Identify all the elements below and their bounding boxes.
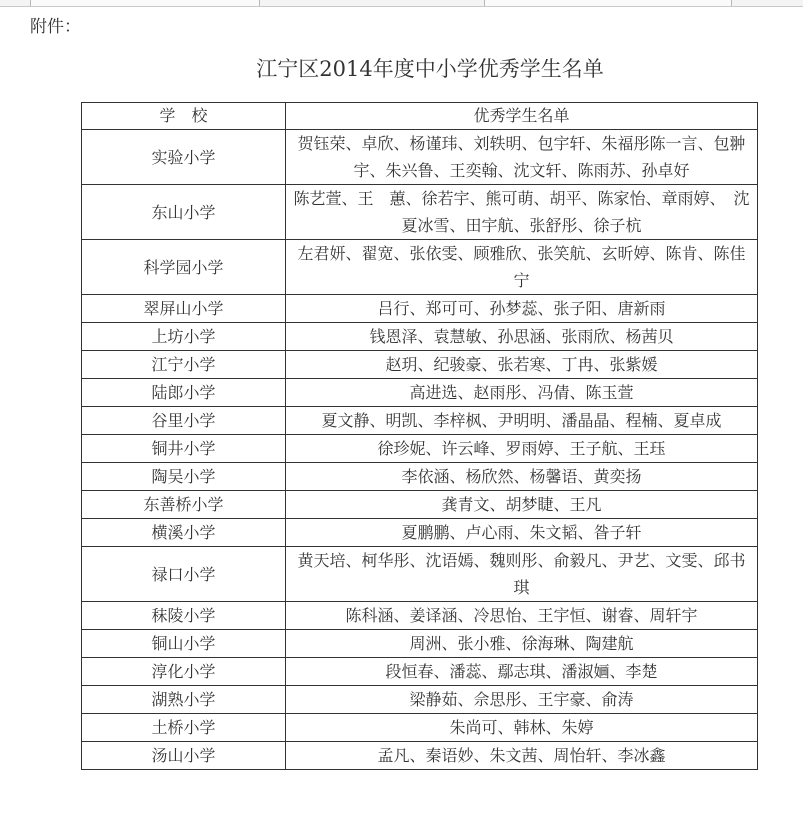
- table-row: [82, 323, 758, 351]
- table-row: [82, 491, 758, 519]
- table-row: [82, 602, 758, 630]
- table-header-row: [82, 103, 758, 130]
- document-title: 江宁区2014年度中小学优秀学生名单: [256, 57, 604, 81]
- names-cell: 梁静茹、佘思彤、王宇豪、俞涛: [286, 686, 758, 714]
- school-cell: 土桥小学: [82, 714, 286, 742]
- names-cell: 夏鹏鹏、卢心雨、朱文韬、昝子轩: [286, 519, 758, 547]
- attachment-label: 附件：: [30, 17, 81, 37]
- names-cell: 陈艺萱、王 蕙、徐若宇、熊可萌、胡平、陈家怡、章雨婷、 沈夏冰雪、田宇航、张舒彤、徐子杭: [286, 185, 758, 240]
- table-row: [82, 714, 758, 742]
- names-cell: 周洲、张小雅、徐海琳、陶建航: [286, 630, 758, 658]
- school-cell: 陶吴小学: [82, 463, 286, 491]
- names-cell: 钱恩泽、袁慧敏、孙思涵、张雨欣、杨茜贝: [286, 323, 758, 351]
- names-cell: 龚青文、胡梦睫、王凡: [286, 491, 758, 519]
- school-cell: 翠屏山小学: [82, 295, 286, 323]
- school-cell: 横溪小学: [82, 519, 286, 547]
- student-list-table: [81, 102, 758, 770]
- names-cell: 吕行、郑可可、孙梦蕊、张子阳、唐新雨: [286, 295, 758, 323]
- table-row: [82, 351, 758, 379]
- school-cell: 淳化小学: [82, 658, 286, 686]
- school-cell: 汤山小学: [82, 742, 286, 770]
- school-cell: 实验小学: [82, 130, 286, 185]
- school-cell: 谷里小学: [82, 407, 286, 435]
- names-cell: 孟凡、秦语妙、朱文茜、周怡轩、李冰鑫: [286, 742, 758, 770]
- school-cell: 湖熟小学: [82, 686, 286, 714]
- table-row: [82, 463, 758, 491]
- table-row: [82, 658, 758, 686]
- tab-1[interactable]: [30, 0, 260, 6]
- tab-2[interactable]: [484, 0, 732, 6]
- school-cell: 上坊小学: [82, 323, 286, 351]
- header-names: 优秀学生名单: [286, 103, 758, 130]
- names-cell: 夏文静、明凯、李梓枫、尹明明、潘晶晶、程楠、夏卓成: [286, 407, 758, 435]
- names-cell: 徐珍妮、许云峰、罗雨婷、王子航、王珏: [286, 435, 758, 463]
- names-cell: 朱尚可、韩林、朱婷: [286, 714, 758, 742]
- names-cell: 贺钰荣、卓欣、杨谨玮、刘轶明、包宇轩、朱福彤陈一言、包翀宇、朱兴鲁、王奕翰、沈文轩、陈雨苏、孙卓好: [286, 130, 758, 185]
- school-cell: 东善桥小学: [82, 491, 286, 519]
- names-cell: 赵玥、纪骏豪、张若寒、丁冉、张紫媛: [286, 351, 758, 379]
- school-cell: 铜井小学: [82, 435, 286, 463]
- window-top-bar: [0, 0, 803, 7]
- table-row: [82, 185, 758, 240]
- school-cell: 铜山小学: [82, 630, 286, 658]
- school-cell: 科学园小学: [82, 240, 286, 295]
- table-row: [82, 519, 758, 547]
- names-cell: 高进选、赵雨彤、冯倩、陈玉萱: [286, 379, 758, 407]
- header-school: 学 校: [82, 103, 286, 130]
- names-cell: 李依涵、杨欣然、杨馨语、黄奕扬: [286, 463, 758, 491]
- table-row: [82, 630, 758, 658]
- school-cell: 秣陵小学: [82, 602, 286, 630]
- table-row: [82, 240, 758, 295]
- names-cell: 段恒春、潘蕊、鄢志琪、潘淑婳、李楚: [286, 658, 758, 686]
- school-cell: 东山小学: [82, 185, 286, 240]
- table-row: [82, 295, 758, 323]
- table-row: [82, 407, 758, 435]
- school-cell: 江宁小学: [82, 351, 286, 379]
- table-row: [82, 435, 758, 463]
- table-row: [82, 686, 758, 714]
- table-row: [82, 547, 758, 602]
- names-cell: 陈科涵、姜译涵、冷思怡、王宇恒、谢睿、周轩宇: [286, 602, 758, 630]
- school-cell: 禄口小学: [82, 547, 286, 602]
- school-cell: 陆郎小学: [82, 379, 286, 407]
- names-cell: 黄天培、柯华彤、沈语嫣、魏则彤、俞毅凡、尹艺、文雯、邱书琪: [286, 547, 758, 602]
- names-cell: 左君妍、翟宽、张依雯、顾雅欣、张笑航、玄昕婷、陈肯、陈佳宁: [286, 240, 758, 295]
- table-row: [82, 379, 758, 407]
- table-row: [82, 742, 758, 770]
- table-row: [82, 130, 758, 185]
- table-body: [82, 130, 758, 770]
